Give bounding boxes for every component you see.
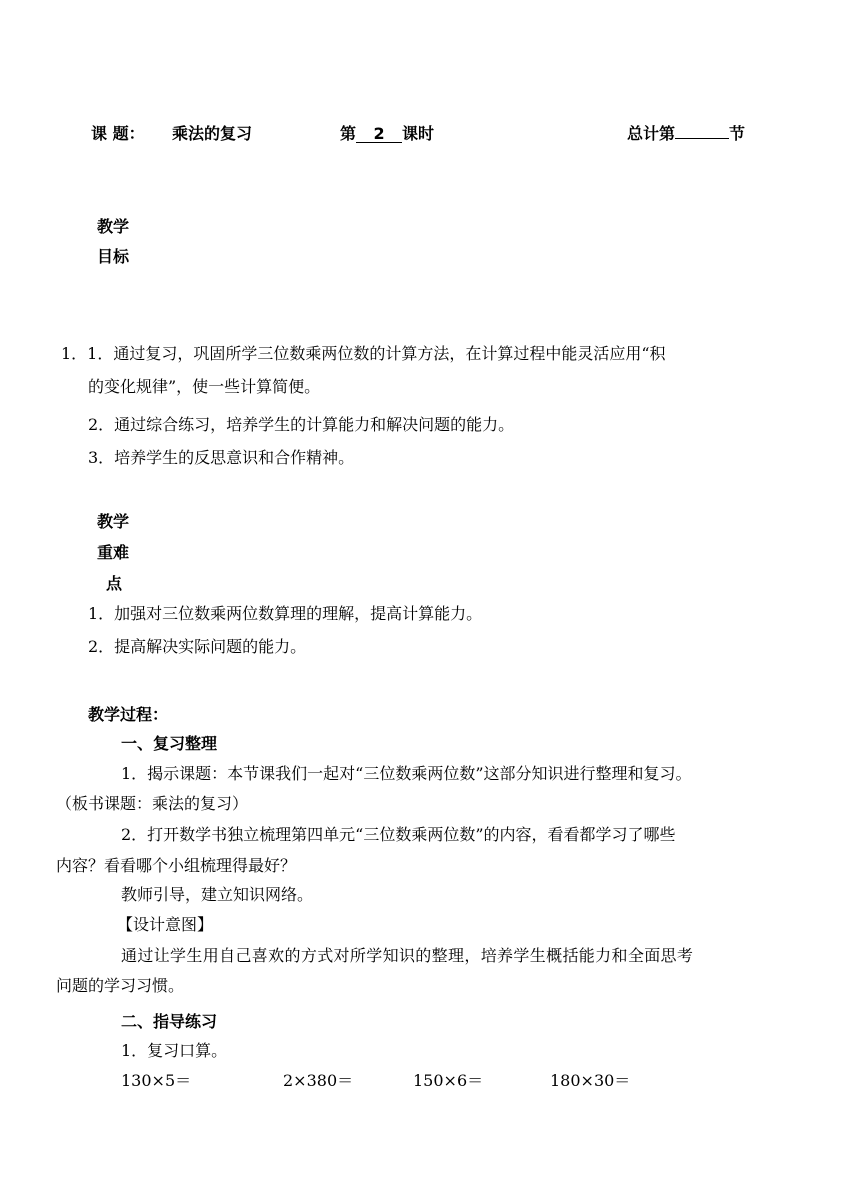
design-intent-label: 【设计意图】	[117, 915, 214, 934]
lesson-prefix: 第	[340, 124, 357, 143]
step2-line2: 内容？看看哪个小组梳理得最好？	[56, 856, 297, 875]
objective-item-1-line1: 1．1．通过复习，巩固所学三位数乘两位数的计算方法，在计算过程中能灵活应用“积	[61, 344, 666, 363]
lesson-number: 2	[356, 126, 402, 143]
objective-item-1-line2: 的变化规律”，使一些计算简便。	[88, 377, 321, 396]
lesson-suffix: 课时	[402, 124, 435, 143]
calc-item-2: 2×380＝	[283, 1071, 354, 1090]
total-count-field	[627, 121, 745, 144]
practice1-title: 1．复习口算。	[121, 1041, 228, 1060]
step1-line1: 1．揭示课题：本节课我们一起对“三位数乘两位数”这部分知识进行整理和复习。	[121, 764, 692, 783]
objective-item-2: 2．通过综合练习，培养学生的计算能力和解决问题的能力。	[88, 415, 515, 434]
key-points-label-line1: 教学	[97, 512, 130, 531]
total-prefix: 总计第	[627, 124, 676, 143]
step2-line1: 2．打开数学书独立梳理第四单元“三位数乘两位数”的内容，看看都学习了哪些	[121, 825, 676, 844]
lesson-number-field	[340, 121, 434, 144]
step1-line2: （板书课题：乘法的复习）	[56, 794, 249, 813]
calc-item-4: 180×30＝	[550, 1071, 631, 1090]
process-heading: 教学过程：	[88, 705, 169, 724]
total-suffix: 节	[729, 124, 746, 143]
topic-value: 乘法的复习	[172, 124, 253, 143]
topic-label: 课 题：	[91, 124, 145, 143]
section2-title: 二、指导练习	[121, 1012, 218, 1031]
design-intent-line1: 通过让学生用自己喜欢的方式对所学知识的整理，培养学生概括能力和全面思考	[121, 946, 694, 965]
teacher-guide: 教师引导，建立知识网络。	[121, 885, 314, 904]
objective-item-3: 3．培养学生的反思意识和合作精神。	[88, 448, 355, 467]
total-number	[675, 138, 729, 139]
key-point-item-1: 1．加强对三位数乘两位数算理的理解，提高计算能力。	[88, 604, 483, 623]
objectives-label-line2: 目标	[97, 247, 130, 266]
key-points-label-line2: 重难	[97, 543, 130, 562]
calc-item-1: 130×5＝	[121, 1071, 192, 1090]
design-intent-line2: 问题的学习习惯。	[56, 976, 185, 995]
objectives-label-line1: 教学	[97, 217, 130, 236]
key-points-label-line3: 点	[106, 574, 123, 593]
calc-item-3: 150×6＝	[413, 1071, 484, 1090]
section1-title: 一、复习整理	[121, 734, 218, 753]
key-point-item-2: 2．提高解决实际问题的能力。	[88, 637, 307, 656]
